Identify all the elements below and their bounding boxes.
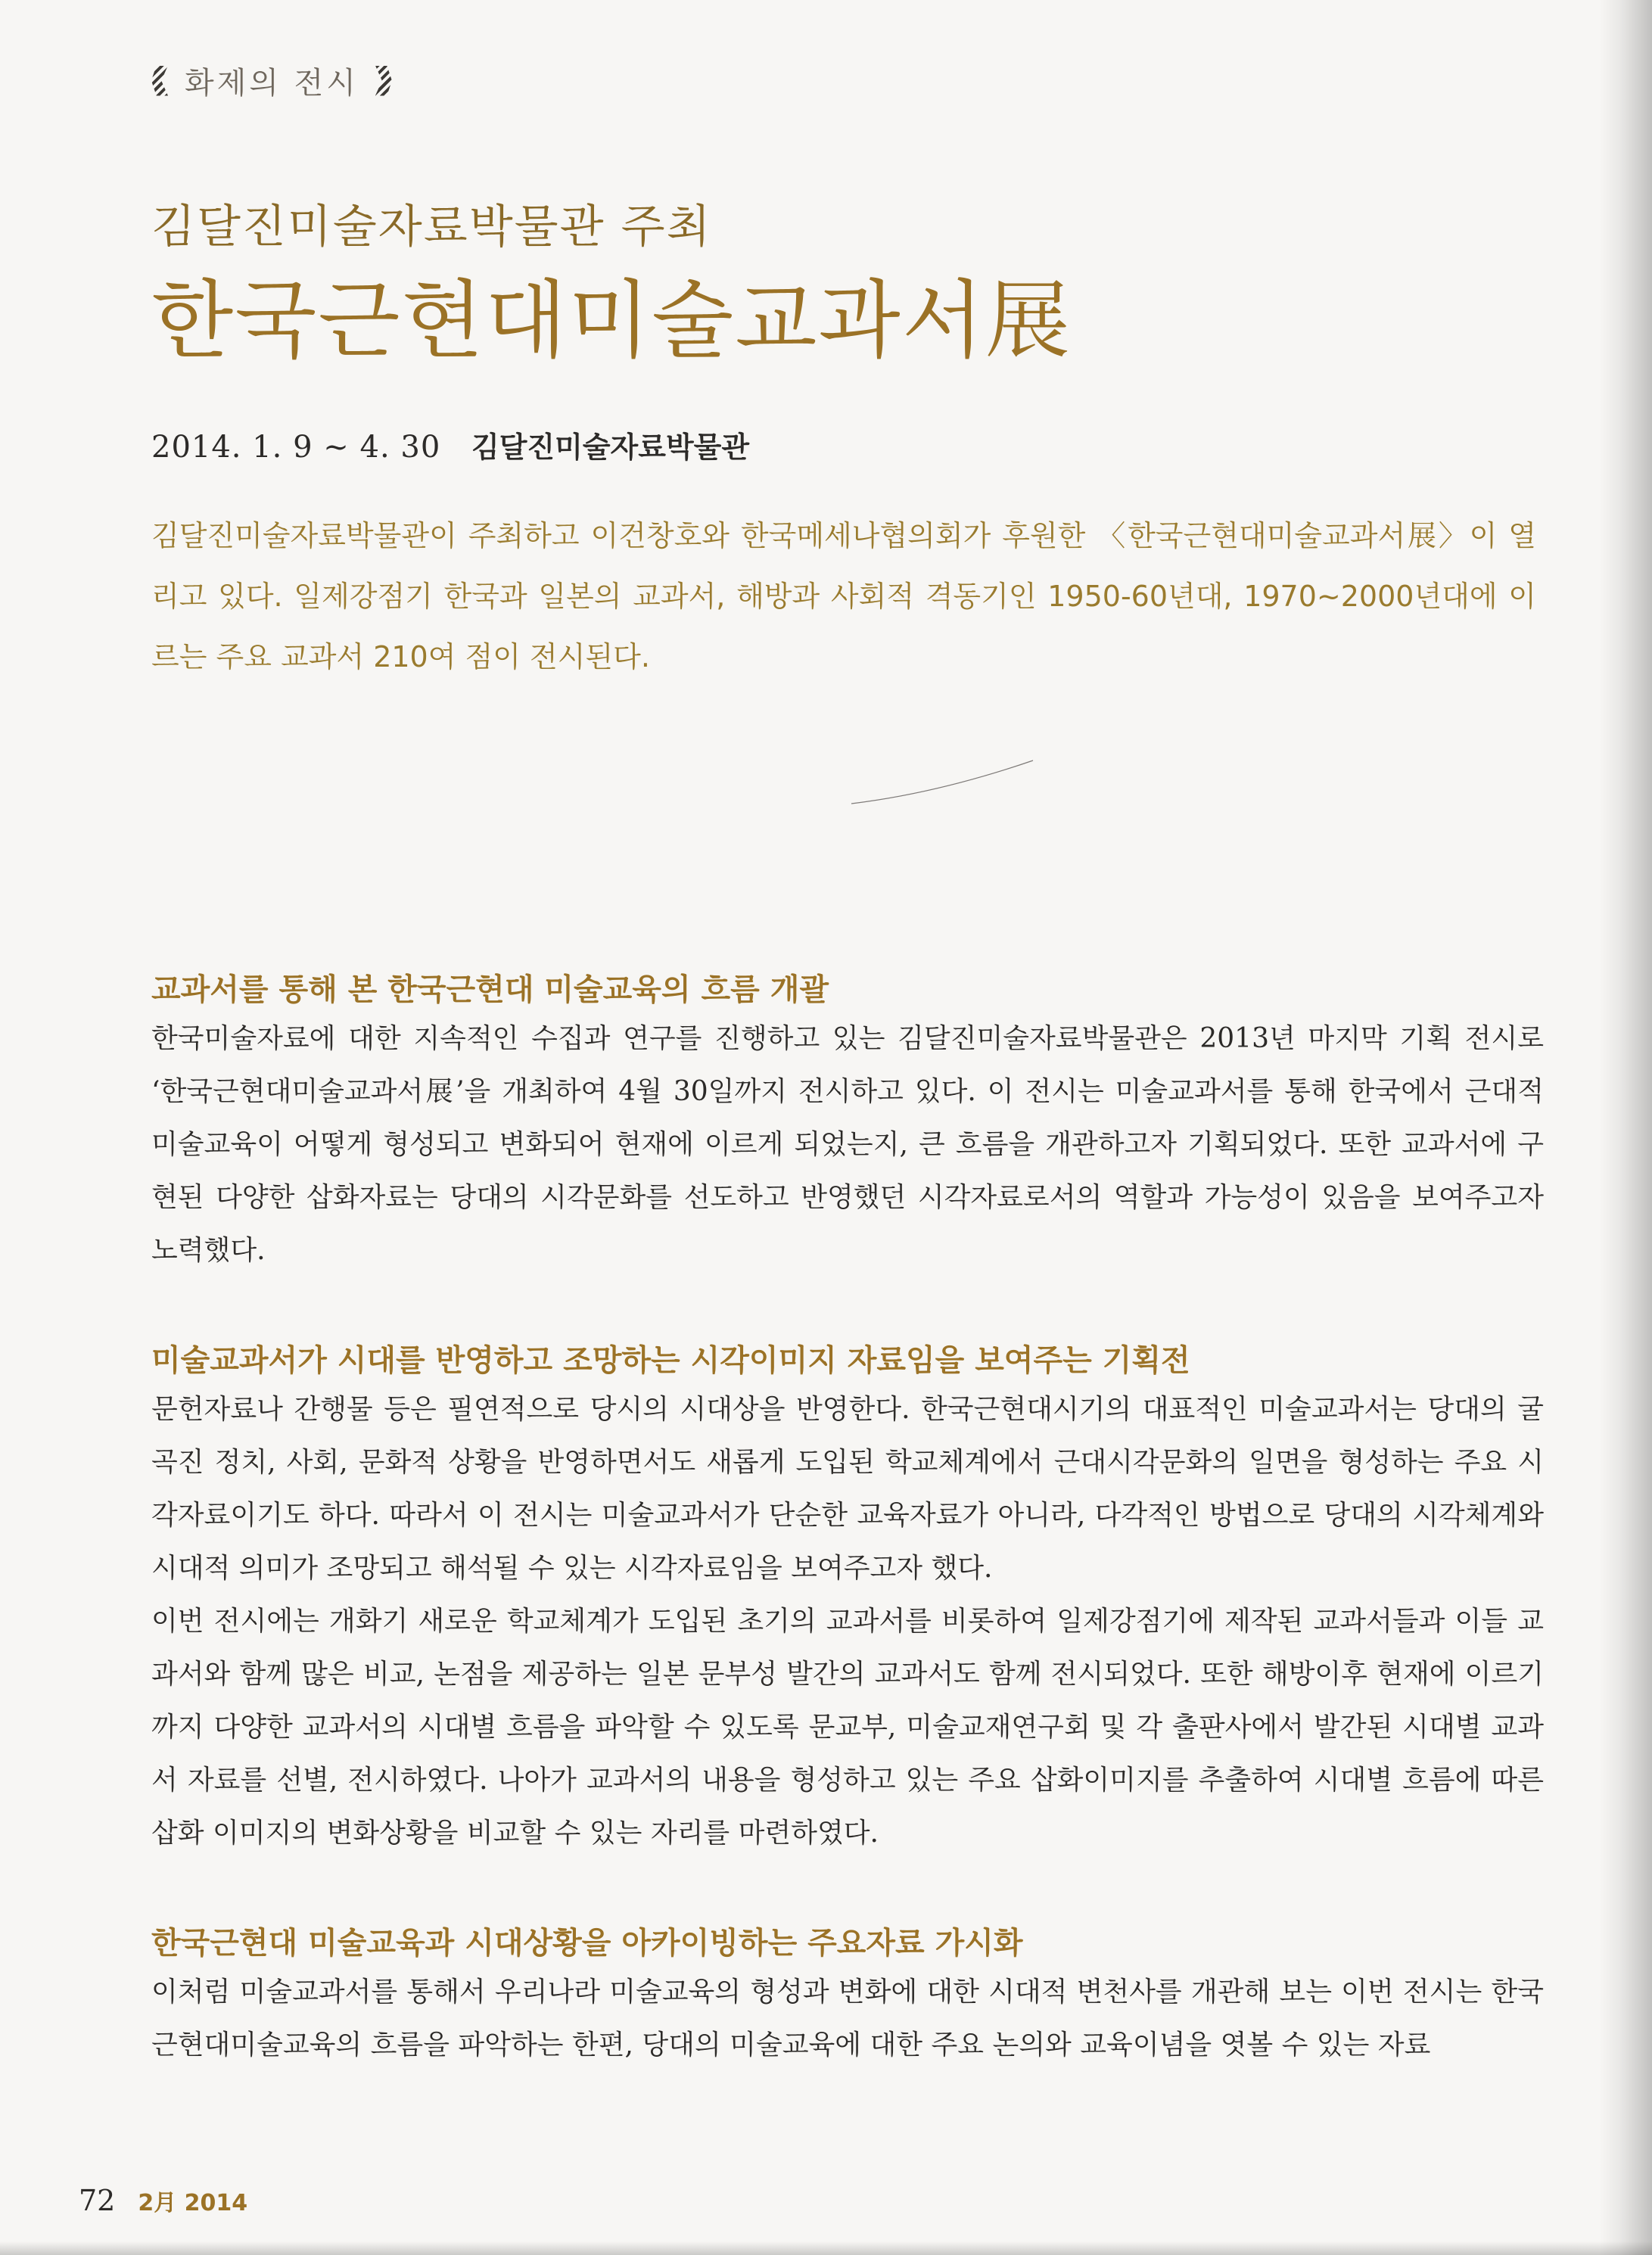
body-paragraph: 이번 전시에는 개화기 새로운 학교체계가 도입된 초기의 교과서를 비롯하여 일제강점기에 제작된 교과서들과 이들 교과서와 함께 많은 비교, 논점을 제공하는 일본 문부성 발간의 교과서도 함께 전시되었다. 또한 해방이후 현재에 이르기까지 다양한 교과서의 시대별 흐름을 파악할 수 있도록 문교부, 미술교재연구회 및 각 출판사에서 발간된 시대별 교과서 자료를 선별, 전시하였다. 나아가 교과서의 내용을 형성하고 있는 주요 삽화이미지를 추출하여 시대별 흐름에 따른 삽화 이미지의 변화상황을 비교할 수 있는 자리를 마련하였다.	[151, 1606, 1544, 1849]
lead-paragraph: 김달진미술자료박물관이 주최하고 이건창호와 한국메세나협의회가 후원한 〈한국근현대미술교과서展〉이 열리고 있다. 일제강점기 한국과 일본의 교과서, 해방과 사회적 격동기인 1950-60년대, 1970~2000년대에 이르는 주요 교과서 210여 점이 전시된다.	[151, 519, 1536, 673]
body-paragraph: 이처럼 미술교과서를 통해서 우리나라 미술교육의 형성과 변화에 대한 시대적 변천사를 개관해 보는 이번 전시는 한국근현대미술교육의 흐름을 파악하는 한편, 당대의 미술교육에 대한 주요 논의와 교육이념을 엿볼 수 있는 자료	[151, 1977, 1544, 2061]
section-heading: 교과서를 통해 본 한국근현대 미술교육의 흐름 개괄	[151, 972, 829, 1007]
section-label	[151, 59, 392, 102]
right-bracket-icon	[375, 66, 392, 96]
issue-label: 2月 2014	[138, 2190, 248, 2216]
article-title: 한국근현대미술교과서展	[151, 272, 1072, 370]
binding-shadow	[1599, 0, 1652, 2255]
article-section	[151, 1921, 1544, 2072]
article-section	[151, 967, 1544, 1277]
article-section	[151, 1338, 1544, 1860]
section-heading: 한국근현대 미술교육과 시대상황을 아카이빙하는 주요자료 가시화	[151, 1926, 1023, 1961]
page-bottom-edge	[0, 2241, 1652, 2255]
page-number: 72	[79, 2184, 116, 2217]
decorative-line	[848, 757, 1037, 810]
exhibition-dates: 2014. 1. 9 ~ 4. 30	[151, 430, 441, 465]
page-footer	[79, 2184, 247, 2217]
section-heading: 미술교과서가 시대를 반영하고 조망하는 시각이미지 자료임을 보여주는 기획전	[151, 1343, 1190, 1378]
exhibition-venue: 김달진미술자료박물관	[471, 431, 750, 464]
body-paragraph: 문헌자료나 간행물 등은 필연적으로 당시의 시대상을 반영한다. 한국근현대시기의 대표적인 미술교과서는 당대의 굴곡진 정치, 사회, 문화적 상황을 반영하면서도 새롭게 도입된 학교체계에서 근대시각문화의 일면을 형성하는 주요 시각자료이기도 하다. 따라서 이 전시는 미술교과서가 단순한 교육자료가 아니라, 다각적인 방법으로 당대의 시각체계와 시대적 의미가 조망되고 해석될 수 있는 시각자료임을 보여주고자 했다.	[151, 1394, 1544, 1584]
article-subtitle: 김달진미술자료박물관 주최	[151, 201, 712, 253]
left-bracket-icon	[151, 66, 168, 96]
exhibition-meta	[151, 424, 749, 465]
section-label-text: 화제의 전시	[185, 66, 359, 101]
body-paragraph: 한국미술자료에 대한 지속적인 수집과 연구를 진행하고 있는 김달진미술자료박물관은 2013년 마지막 기획 전시로 ‘한국근현대미술교과서展’을 개최하여 4월 30일까지 전시하고 있다. 이 전시는 미술교과서를 통해 한국에서 근대적 미술교육이 어떻게 형성되고 변화되어 현재에 이르게 되었는지, 큰 흐름을 개관하고자 기획되었다. 또한 교과서에 구현된 다양한 삽화자료는 당대의 시각문화를 선도하고 반영했던 시각자료로서의 역할과 가능성이 있음을 보여주고자 노력했다.	[151, 1023, 1544, 1266]
